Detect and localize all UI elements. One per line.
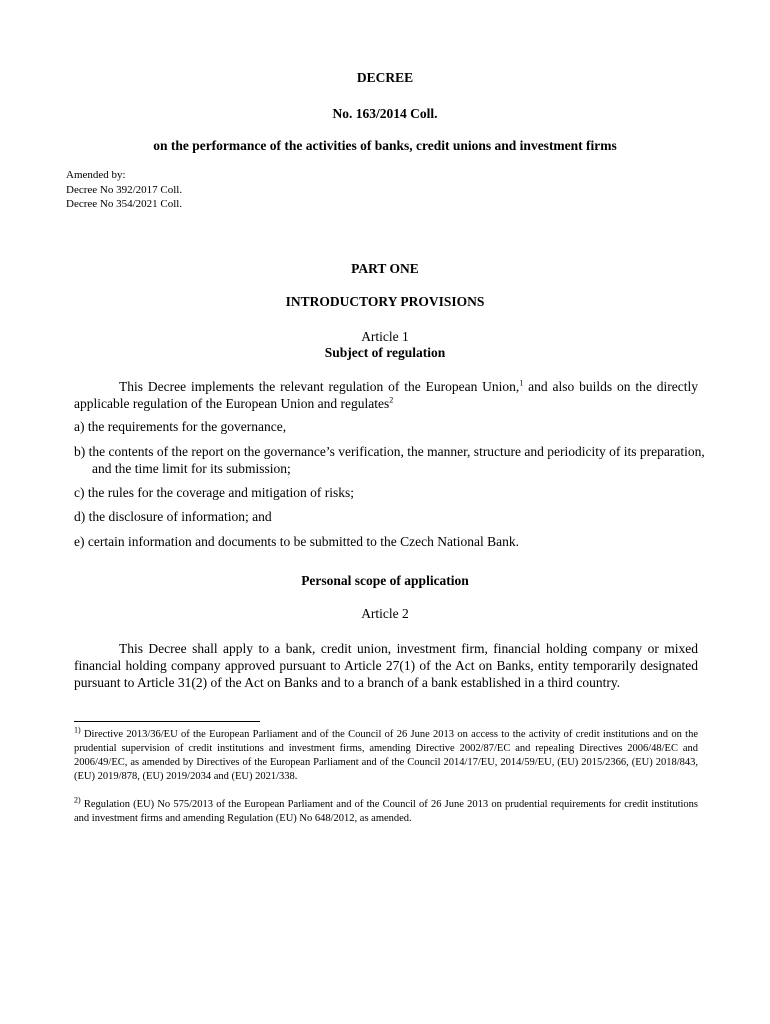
amended-label: Amended by: xyxy=(66,169,126,181)
decree-subtitle: on the performance of the activities of banks, credit unions and investment firms xyxy=(153,138,617,153)
footnote-2 xyxy=(74,795,698,826)
amendment-item: Decree No 392/2017 Coll. xyxy=(66,183,183,196)
decree-number: No. 163/2014 Coll. xyxy=(332,106,438,121)
article-2-label: Article 2 xyxy=(361,606,409,621)
article-1-title: Subject of regulation xyxy=(324,345,446,360)
list-item-d: d) the disclosure of information; and xyxy=(74,509,272,524)
intro-text-b: and also builds on the directly applicable regulation of the European Union and regulates xyxy=(74,379,698,411)
footnote-ref-1[interactable]: 1 xyxy=(519,378,524,388)
intro-text-a: This Decree implements the relevant regulation of the European Union, xyxy=(119,379,520,394)
footnote-1-mark: 1) xyxy=(74,725,81,735)
footnote-ref-2[interactable]: 2 xyxy=(389,395,394,405)
decree-title: DECREE xyxy=(356,70,414,85)
footnote-1 xyxy=(74,725,698,784)
section-2-heading: Personal scope of application xyxy=(301,573,469,588)
footnote-2-text: Regulation (EU) No 575/2013 of the European Parliament and of the Council of 26 June 2013 on prudential requirements for credit institutions and investment firms and amending Regulation (EU) No 648/2012, as amended. xyxy=(74,799,698,824)
footnote-2-mark: 2) xyxy=(74,795,81,805)
list-item-e: e) certain information and documents to be submitted to the Czech National Bank. xyxy=(74,534,519,549)
amendment-item: Decree No 354/2021 Coll. xyxy=(66,198,183,210)
part-heading: INTRODUCTORY PROVISIONS xyxy=(285,294,485,309)
part-title: PART ONE xyxy=(351,261,419,276)
list-item-b: b) the contents of the report on the governance’s verification, the manner, structure and periodicity of its preparation, and the time limit for its submission; xyxy=(74,444,705,476)
amendments-block xyxy=(66,168,182,212)
list-item-a: a) the requirements for the governance, xyxy=(74,419,287,434)
article-1-label: Article 1 xyxy=(361,329,409,344)
article-2-text: This Decree shall apply to a bank, credit union, investment firm, financial holding company or mixed financial holding company approved pursuant to Article 27(1) of the Act on Banks, entity temporarily designated pursuant to Article 31(2) of the Act on Banks and to a branch of a bank established in a third country. xyxy=(74,641,698,690)
footnote-1-text: Directive 2013/36/EU of the European Parliament and of the Council of 26 June 2013 on access to the activity of credit institutions and on the prudential supervision of credit institutions and investment firms, amending Directive 2002/87/EC and repealing Directives 2006/48/EC and 2006/49/EC, as amended by Directives of the European Parliament and of the Council 2014/17/EU, 2014/59/EU, (EU) 2015/2366, (EU) 2018/843, (EU) 2019/878, (EU) 2019/2034 and (EU) 2021/338. xyxy=(74,729,698,782)
article-1-intro xyxy=(74,378,698,412)
list-item-c: c) the rules for the coverage and mitigation of risks; xyxy=(74,485,355,500)
footnote-divider xyxy=(74,721,260,722)
